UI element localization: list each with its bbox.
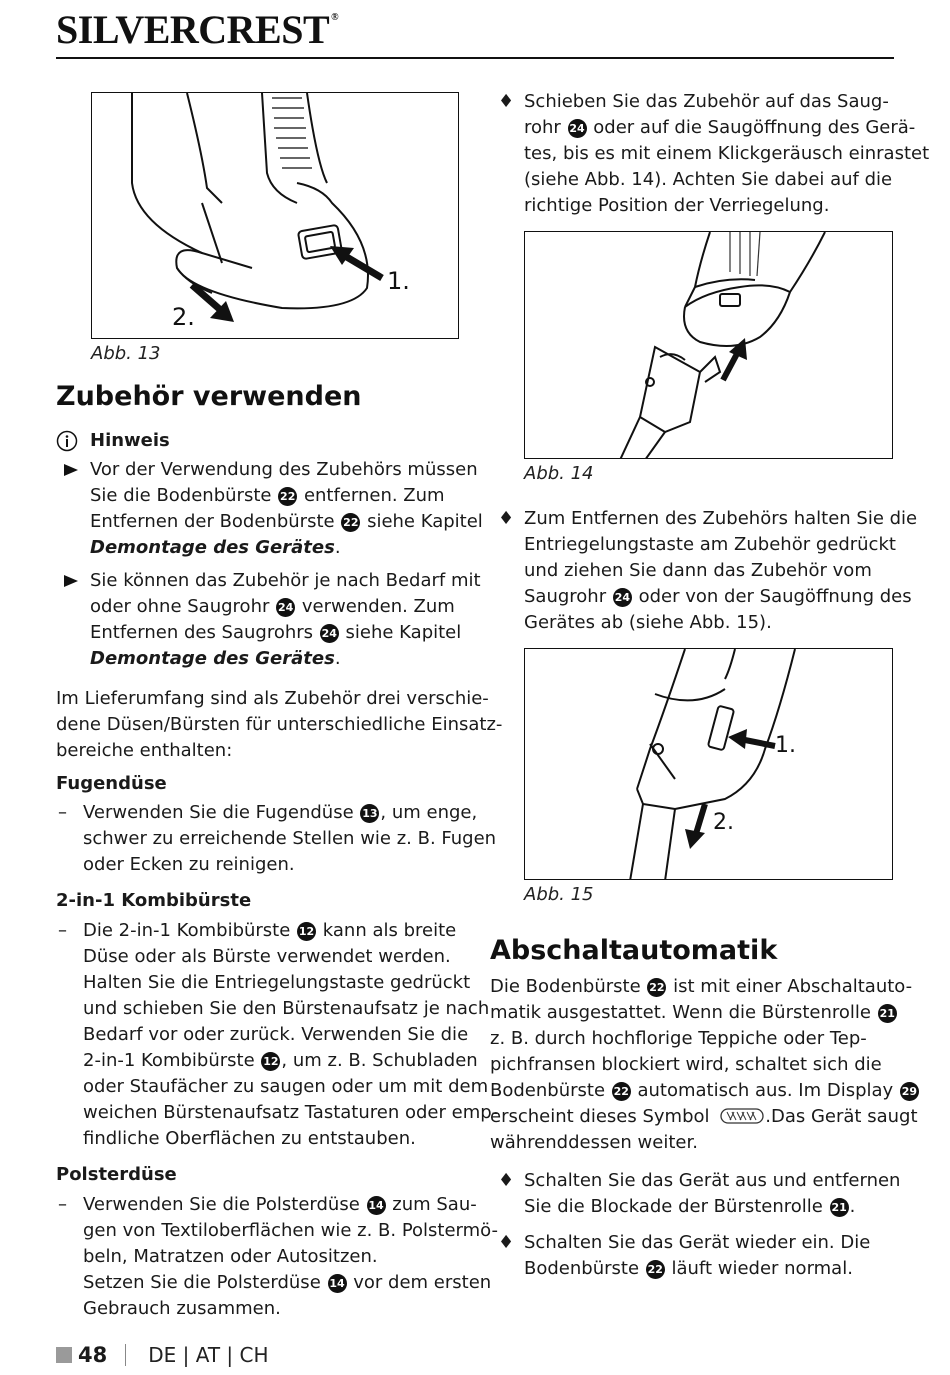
figure-13-label-2: 2.: [172, 303, 195, 331]
section-title-zubehoer: Zubehör verwenden: [56, 381, 362, 412]
diamond-bullet-icon: ♦: [498, 1232, 515, 1253]
figure-15-caption: Abb. 15: [524, 884, 594, 905]
ref-number: 24: [320, 624, 339, 643]
figure-15-illustration: [525, 649, 893, 880]
brand-logo: SILVERCREST ®: [56, 7, 339, 52]
arrow-bullet-icon: [64, 464, 78, 476]
ref-number: 22: [647, 978, 666, 997]
ref-number: 24: [276, 598, 295, 617]
ref-number: 24: [613, 588, 632, 607]
chapter-ref: Demontage des Gerätes: [90, 537, 335, 558]
note-heading: Hinweis: [56, 428, 170, 454]
footer-marker: [56, 1347, 72, 1363]
country-codes: DE | AT | CH: [148, 1343, 269, 1367]
ref-number: 14: [367, 1196, 386, 1215]
brush-roll-blocked-icon: [719, 1106, 765, 1126]
info-icon: [56, 430, 78, 452]
ref-number: 14: [328, 1274, 347, 1293]
figure-14: [524, 231, 893, 459]
ref-number: 21: [830, 1198, 849, 1217]
ref-number: 22: [278, 487, 297, 506]
figure-13-label-1: 1.: [387, 267, 410, 295]
arrow-bullet-icon: [64, 575, 78, 587]
ref-number: 12: [261, 1052, 280, 1071]
figure-14-illustration: [525, 232, 893, 459]
header-rule: [56, 57, 894, 59]
ref-number: 24: [568, 119, 587, 138]
ref-number: 12: [297, 922, 316, 941]
footer-divider: [125, 1344, 126, 1366]
ref-number: 21: [878, 1004, 897, 1023]
diamond-bullet-icon: ♦: [498, 91, 515, 112]
figure-15-label-1: 1.: [775, 733, 796, 758]
page-number: 48: [78, 1343, 108, 1367]
abschalt-paragraph: Die Bodenbürste 22 ist mit einer Abschaltauto- matik ausgestattet. Wenn die Bürstenrolle 21 z. B. durch hochflorige Teppiche oder Tep- pichfransen blockiert wird, schaltet sich die Bodenbürste 22 automatisch aus. Im Display 29 erscheint dieses Symbol .Das Gerät saugt währenddessen weiter.: [490, 976, 918, 1153]
figure-13-illustration: [92, 93, 459, 339]
diamond-bullet-icon: ♦: [498, 1170, 515, 1191]
page-footer: [56, 1343, 269, 1367]
ref-number: 29: [900, 1082, 919, 1101]
figure-13-caption: Abb. 13: [91, 343, 161, 364]
ref-number: 22: [646, 1260, 665, 1279]
ref-number: 22: [612, 1082, 631, 1101]
figure-14-caption: Abb. 14: [524, 463, 594, 484]
heading-polster: Polsterdüse: [56, 1164, 177, 1185]
figure-13: [91, 92, 459, 339]
ref-number: 22: [341, 513, 360, 532]
heading-kombi: 2-in-1 Kombibürste: [56, 890, 252, 911]
intro-paragraph: Im Lieferumfang sind als Zubehör drei verschie- dene Düsen/Bürsten für unterschiedliche Einsatz- bereiche enthalten:: [56, 688, 503, 761]
heading-fugenduese: Fugendüse: [56, 773, 167, 794]
diamond-bullet-icon: ♦: [498, 508, 515, 529]
ref-number: 13: [360, 804, 379, 823]
figure-15-label-2: 2.: [713, 810, 734, 835]
figure-15: [524, 648, 893, 880]
chapter-ref: Demontage des Gerätes: [90, 648, 335, 669]
section-title-abschalt: Abschaltautomatik: [490, 935, 778, 966]
